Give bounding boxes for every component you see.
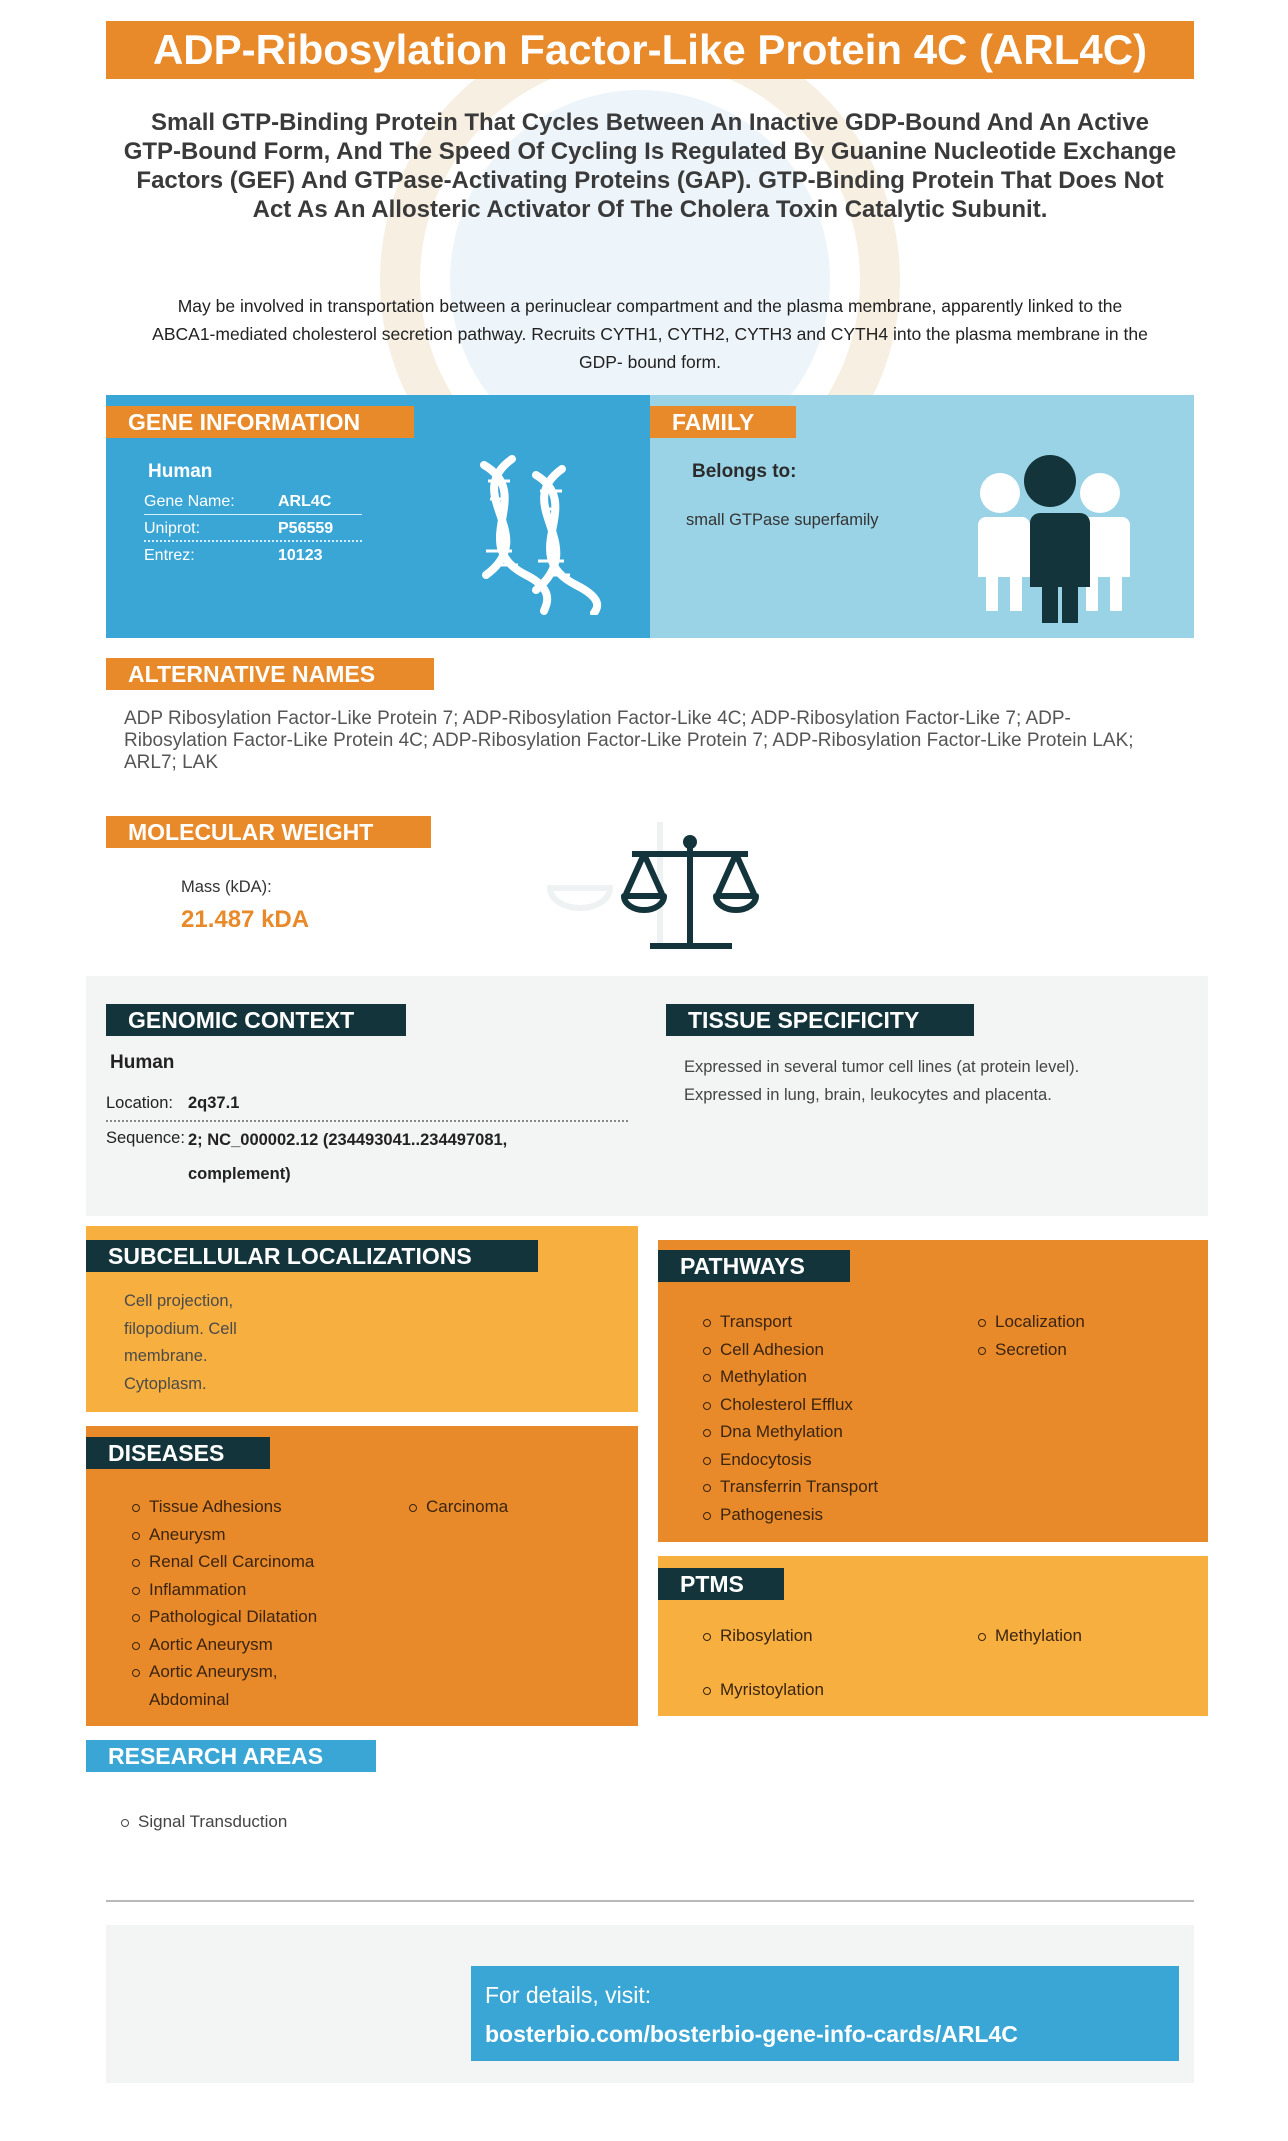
- research-areas-list: [118, 1808, 518, 1836]
- location-value: 2q37.1: [188, 1094, 240, 1112]
- family-value: small GTPase superfamily: [686, 511, 879, 529]
- uniprot-label: Uniprot:: [144, 520, 201, 537]
- sequence-label: Sequence:: [106, 1129, 185, 1147]
- subcellular-heading: SUBCELLULAR LOCALIZATIONS: [86, 1240, 538, 1272]
- pathways-list-2: [975, 1308, 1175, 1363]
- pathway-item: Secretion: [975, 1336, 1175, 1364]
- genomic-context-heading: GENOMIC CONTEXT: [106, 1004, 406, 1036]
- entrez-value: 10123: [278, 547, 323, 564]
- disease-item: Pathological Dilatation: [129, 1603, 369, 1631]
- pathway-item: Methylation: [700, 1363, 960, 1391]
- ptm-item: Ribosylation: [700, 1622, 940, 1650]
- research-areas-heading: RESEARCH AREAS: [86, 1740, 376, 1772]
- visit-label: For details, visit:: [485, 1982, 652, 2008]
- uniprot-value: P56559: [278, 520, 334, 537]
- tissue-specificity-heading: TISSUE SPECIFICITY: [666, 1004, 974, 1036]
- details-link-box[interactable]: [471, 1966, 1179, 2061]
- gene-species: Human: [148, 461, 213, 482]
- tissue-specificity-text: Expressed in several tumor cell lines (at protein level). Expressed in lung, brain, leukocytes and placenta.: [684, 1058, 1080, 1104]
- uniprot-row: [144, 520, 362, 542]
- ptms-list-2: [975, 1622, 1175, 1650]
- alternative-names-text: ADP Ribosylation Factor-Like Protein 7; ADP-Ribosylation Factor-Like 4C; ADP-Ribosylation Factor-Like 7; ADP-Ribosylation Factor-Like Protein 4C; ADP-Ribosylation Factor-Like Protein 7; ADP-Ribosylation Factor-Like Protein LAK; ARL7; LAK: [124, 708, 1134, 773]
- protein-summary: Small GTP-Binding Protein That Cycles Between An Inactive GDP-Bound And An Active GTP-Bound Form, And The Speed Of Cycling Is Regulated By Guanine Nucleotide Exchange Factors (GEF) And GTPase-Activating Proteins (GAP). GTP-Binding Protein That Does Not Act As An Allosteric Activator Of The Cholera Toxin Catalytic Subunit.: [123, 109, 1177, 223]
- mass-value: 21.487 kDA: [181, 906, 310, 933]
- disease-item: Tissue Adhesions: [129, 1493, 369, 1521]
- pathways-list-1: [700, 1308, 960, 1528]
- sequence-value-line1: 2; NC_000002.12 (234493041..234497081,: [188, 1131, 508, 1149]
- sequence-value: [188, 1129, 507, 1185]
- page-title: ADP-Ribosylation Factor-Like Protein 4C (ARL4C): [106, 21, 1194, 79]
- molecular-weight-heading: MOLECULAR WEIGHT: [106, 816, 431, 848]
- people-icon: [970, 455, 1130, 625]
- ptm-item: Myristoylation: [700, 1676, 940, 1704]
- family-belongs-label: Belongs to:: [692, 461, 797, 482]
- entrez-row: [144, 547, 362, 569]
- family-panel: [650, 395, 1194, 638]
- family-heading: FAMILY: [650, 406, 796, 438]
- entrez-label: Entrez:: [144, 547, 195, 564]
- pathway-item: Endocytosis: [700, 1446, 960, 1474]
- mass-label: Mass (kDA):: [181, 878, 272, 896]
- subcellular-text: Cell projection, filopodium. Cell membrane. Cytoplasm.: [124, 1292, 237, 1393]
- details-url[interactable]: bosterbio.com/bosterbio-gene-info-cards/ARL4C: [485, 2021, 1018, 2047]
- protein-description: May be involved in transportation between a perinuclear compartment and the plasma membrane, apparently linked to the ABCA1-mediated cholesterol secretion pathway. Recruits CYTH1, CYTH2, CYTH3 and CYTH4 into the plasma membrane in the GDP- bound form.: [152, 296, 1148, 372]
- dna-icon: [466, 455, 616, 615]
- genomic-location-row: [106, 1094, 628, 1122]
- pathway-item: Cell Adhesion: [700, 1336, 960, 1364]
- diseases-list-1: [129, 1493, 369, 1713]
- footer-divider: [106, 1900, 1194, 1902]
- disease-item: Renal Cell Carcinoma: [129, 1548, 369, 1576]
- diseases-list-2: [406, 1493, 606, 1521]
- gene-name-value: ARL4C: [278, 493, 332, 510]
- gene-information-heading: GENE INFORMATION: [106, 406, 414, 438]
- ptm-item: Methylation: [975, 1622, 1175, 1650]
- diseases-heading: DISEASES: [86, 1437, 270, 1469]
- disease-item: Inflammation: [129, 1576, 369, 1604]
- pathway-item: Dna Methylation: [700, 1418, 960, 1446]
- disease-item: Carcinoma: [406, 1493, 606, 1521]
- ptms-list-1: [700, 1622, 940, 1703]
- pathway-item: Cholesterol Efflux: [700, 1391, 960, 1419]
- research-area-item: Signal Transduction: [118, 1808, 518, 1836]
- pathway-item: Transferrin Transport: [700, 1473, 960, 1501]
- gene-name-row: [144, 493, 362, 515]
- location-label: Location:: [106, 1094, 173, 1112]
- pathways-heading: PATHWAYS: [658, 1250, 850, 1282]
- alternative-names-heading: ALTERNATIVE NAMES: [106, 658, 434, 690]
- ptms-heading: PTMS: [658, 1568, 784, 1600]
- disease-item: Aneurysm: [129, 1521, 369, 1549]
- genomic-species: Human: [110, 1052, 175, 1073]
- gene-name-label: Gene Name:: [144, 493, 235, 510]
- scale-icon: [540, 818, 770, 958]
- sequence-value-line2: complement): [188, 1165, 291, 1183]
- pathway-item: Localization: [975, 1308, 1175, 1336]
- disease-item: Aortic Aneurysm: [129, 1631, 369, 1659]
- pathway-item: Pathogenesis: [700, 1501, 960, 1529]
- gene-information-panel: [106, 395, 650, 638]
- pathway-item: Transport: [700, 1308, 960, 1336]
- disease-item: Aortic Aneurysm, Abdominal: [129, 1658, 304, 1713]
